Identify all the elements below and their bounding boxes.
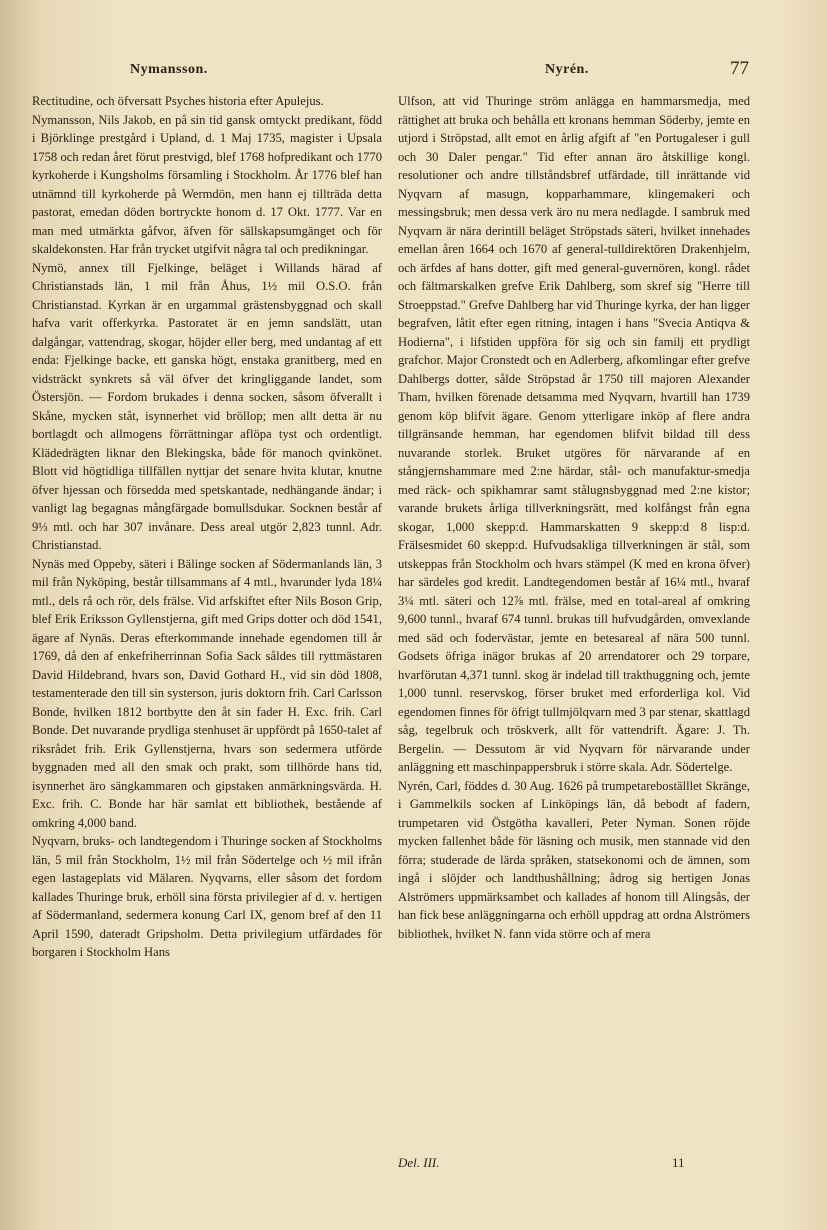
- running-header: [0, 58, 827, 88]
- right-column: [398, 92, 750, 943]
- entry-nymo: Nymö, annex till Fjelkinge, beläget i Willands härad af Christianstads län, 1 mil från Åhus, 1½ mil O.S.O. från Christianstad. Kyrkan är en urgammal grästensbyggnad och skall hafva varit offerkyrka. Pastoratet är en jemn sandslätt, utan dalgångar, vattendrag, skogar, höjder eller berg, med undantag af ett enda: Fjelkinge backe, ett ganska högt, enstaka granitberg, med en vidsträckt synkrets så väl öfver det kringliggande landet, som Östersjön. — Fordom brukades i denna socken, såsom öfverallt i Skåne, mycken ståt, isynnerhet vid bröllop; men allt detta är nu bortlagdt och allmogens förrättningar aflöpa tyst och ordentligt. Klädedrägten liknar den Blekingska, både för manoch qvinkönet. Blott vid högtidliga tillfällen nyttjar det senare hvita klutar, knutne öfver hjessan och försedda med spetskantade, nedhängande ändar; i vanligt lag begagnas mångfärgade bomullsdukar. Socknen består af 9⅓ mtl. och har 307 invånare. Dess areal utgör 2,823 tunnl. Adr. Christianstad.: [32, 260, 382, 552]
- entry-rectitudine-continuation: Rectitudine, och öfversatt Psyches historia efter Apulejus.: [32, 94, 324, 108]
- page-number: 77: [730, 58, 749, 79]
- left-column: [32, 92, 382, 962]
- entry-nyren-carl: Nyrén, Carl, föddes d. 30 Aug. 1626 på trumpetareboställlet Skränge, i Gammelkils socken af Linköpings län, då bebodt af fadern, trumpetaren vid Östgötha kavalleri, Peter Nyman. Sonen röjde mycken fallenhet både för läsning och musik, men stannade vid den förra; studerade de lärda språken, statsekonomi och de ämnen, som ingå i slöjder och landthushållning; ådrog sig hertigen Jonas Alströmers uppmärksambet och kallades af honom till Alingsås, der han fick bese anläggningarna och erhöll uppdrag att ordna Alströmers bibliothek, hvilket N. fann vida större och af mera: [398, 778, 750, 941]
- volume-label: Del. III.: [398, 1155, 440, 1170]
- header-right-title: Nyrén.: [545, 62, 589, 77]
- header-left-title: Nymansson.: [130, 62, 208, 77]
- entry-nyqvarn: Nyqvarn, bruks- och landtegendom i Thuringe socken af Stockholms län, 5 mil från Stockholm, 1½ mil från Södertelge och ½ mil ifrån egen lastageplats vid Mälaren. Nyqvarns, eller såsom det fordom kallades Thuringe bruk, erhöll sina första privilegier af d. v. hertigen af Södermanland, sedermera konung Carl IX, genom bref af den 11 April 1590, dateradt Gripsholm. Detta privilegium utfärdades för borgaren i Stockholm Hans: [32, 834, 382, 959]
- entry-nymansson: Nymansson, Nils Jakob, en på sin tid gansk omtyckt predikant, född i Björklinge prestgård i Upland, d. 1 Maj 1735, magister i Upsala 1758 och redan året förut prestvigd, blef 1768 hofpredikant och 1770 kyrkoherde i Kungsholms församling i Stockholm. År 1776 blef han utnämnd till kyrkoherde på Wermdön, men hann ej tillträda detta pastorat, emedan döden bortryckte honom d. 17 Okt. 1777. Var en man med utmärkta gåfvor, äfven för sällskapsumgänget och för skaldekonsten. Har från trycket utgifvit några tal och predikningar.: [32, 112, 382, 256]
- page-footer: [0, 1155, 827, 1180]
- signature-mark: 11: [672, 1155, 685, 1170]
- entry-nyqvarn-continued: Ulfson, att vid Thuringe ström anlägga en hammarsmedja, med rättighet att bruka och behålla ett kronans hemman Söderby, jemte en utjord i Ströpstad, allt emot en årlig afgift af "en Portugaleser i gull och 30 Daler pengar." Tid efter annan äro åtskillige kongl. resolutioner och andre tillståndsbref utfärdade, till inrättande vid Nyqvarn af masugn, kopparhammare, klingemakeri och messingsbruk; men dessa verk äro nu mera nedlagde. I sambruk med Nyqvarn är nära derintill beläget Ströpstads säteri, hvilket innehades emellan åren 1664 och 1670 af general-tulldirektören Drakenhjelm, och ärfdes af hans dotter, gift med general-guvernören, kongl. rådet och fältmarskalken grefve Erik Dahlberg, som skref sig "Herre till Stroeppstad." Grefve Dahlberg har vid Thuringe kyrka, der han ligger begrafven, låtit efter egen ritning, intagen i hans "Svecia Antiqva & Hodierna", i lifstiden uppföra för sig och sin familj ett prydligt grafchor. Major Cronstedt och en Adlerberg, afkomlingar efter grefve Dahlbergs dotter, sålde Ströpstad år 1750 till majoren Alexander Tham, hvilken förenade detsamma med Nyqvarn, hvartill han 1739 genom köp blifvit ägare. Genom ytterligare inköp af flere andra tillgränsande hemman, har egendomen blifvit bildad till dess nuvarande storlek. Bruket utgöres för närvarande af en stångjernshammare med 2:ne härdar, stål- och manufaktur-smedja med räck- och spikhamrar samt stålugnsbyggnad med 2:ne kistor; varande brukets årliga tillverkningsrätt, med kolfångst från egna skogar, 1,000 skepp:d. Hammarskatten 9 skepp:d 8 lisp:d. Frälsesmidet 60 skepp:d. Hufvudsakliga tillverkningen är stål, som utskeppas från Stockholm och hvars stämpel (K med en krona öfver) har särdeles god kredit. Landtegendomen består af 16¼ mtl., hvaraf 3¼ mtl. säteri och 12⅞ mtl. frälse, med en total-areal af omkring 9,600 tunnl., hvaraf 674 tunnl. brukas till hufvudgården, omvexlande med säd och fodervästar, jemte en betesareal af nära 500 tunnl. Godsets öfriga inägor brukas af 20 arrendatorer och 29 torpare, hvarförutan 4,371 tunnl. skog är indelad till trakthuggning och, jemte 1,000 tunnl. reservskog, förser bruket med erforderliga kol. Vid egendomen finnes för öfrigt tullmjölqvarn med 3 par stenar, skattlagd såg, tegelbruk och tröskverk, allt för vattendrift. Ägare: J. Th. Bergelin. — Dessutom är vid Nyqvarn för närvarande under anläggning ett maschinpappersbruk i större skala. Adr. Södertelge.: [398, 94, 750, 774]
- entry-nynas: Nynäs med Oppeby, säteri i Bälinge socken af Södermanlands län, 3 mil från Nyköping, består tillsammans af 4 mtl., hvarunder lyda 18¼ mtl., dels rå och rör, dels frälse. Vid arfskiftet efter Nils Boson Grip, blef Erik Eriksson Gyllenstjerna, gift med Grips dotter och död 1541, ägare af Nynäs. Deras efterkommande innehade egendomen till år 1769, då den af enkefriherrinnan Sofia Sack såldes till ryttmästaren David Hildebrand, hvars son, David Gothard H., vid sin död 1808, testamenterade den till sin systerson, juris doktorn frih. Carl Carlsson Bonde, hvilken 1812 bortbytte den åt sin fader H. Exc. frih. Carl Bonde. Det nuvarande prydliga stenhuset är uppfördt på 1650-talet af riksrådet frih. Erik Gyllenstjerna, hvars son sedermera utförde byggnaden med all den smak och prakt, som tillhörde hans tid, isynnerhet äro sängkammaren och gipstaken anmärkningsvärda. H. Exc. frih. C. Bonde har här samlat ett bibliothek, bestående af omkring 4,000 band.: [32, 556, 382, 830]
